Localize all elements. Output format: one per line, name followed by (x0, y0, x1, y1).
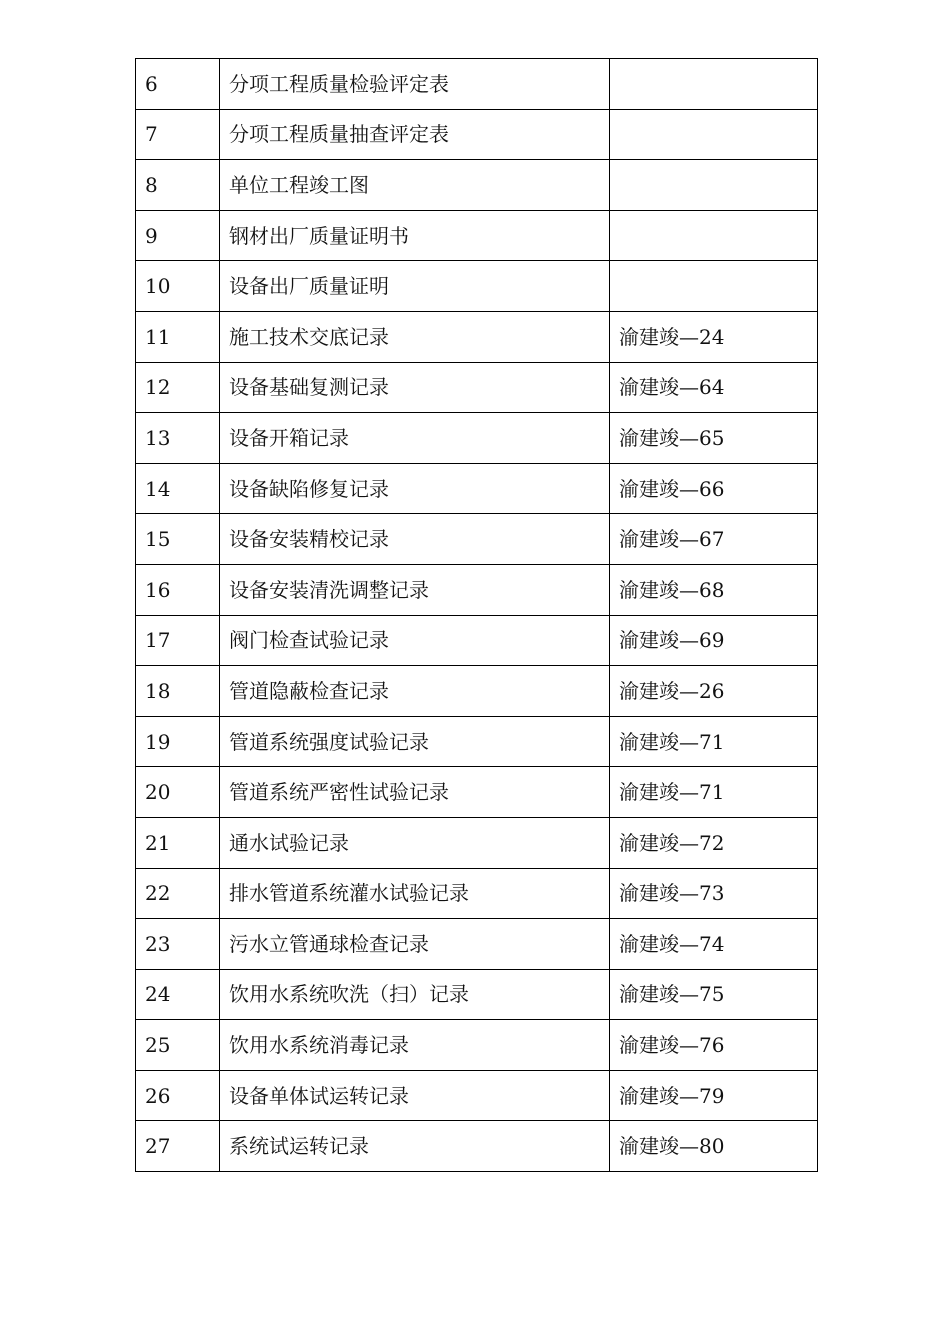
form-code-cell: 渝建竣—66 (610, 463, 818, 514)
table-row (136, 817, 818, 868)
form-code-cell: 渝建竣—74 (610, 919, 818, 970)
record-name-cell: 排水管道系统灌水试验记录 (220, 868, 610, 919)
records-table-body (136, 59, 818, 1172)
form-code-cell: 渝建竣—79 (610, 1070, 818, 1121)
row-number-cell: 22 (136, 868, 220, 919)
form-code-cell: 渝建竣—65 (610, 413, 818, 464)
form-code-cell: 渝建竣—71 (610, 767, 818, 818)
table-row (136, 868, 818, 919)
table-row (136, 463, 818, 514)
table-row (136, 160, 818, 211)
form-code-cell (610, 109, 818, 160)
form-code-cell: 渝建竣—75 (610, 969, 818, 1020)
form-code-cell: 渝建竣—76 (610, 1020, 818, 1071)
table-row (136, 109, 818, 160)
table-row (136, 261, 818, 312)
form-code-cell (610, 160, 818, 211)
record-name-cell: 饮用水系统消毒记录 (220, 1020, 610, 1071)
row-number-cell: 19 (136, 716, 220, 767)
form-code-cell: 渝建竣—72 (610, 817, 818, 868)
record-name-cell: 施工技术交底记录 (220, 311, 610, 362)
row-number-cell: 8 (136, 160, 220, 211)
row-number-cell: 6 (136, 59, 220, 110)
record-name-cell: 分项工程质量抽查评定表 (220, 109, 610, 160)
row-number-cell: 27 (136, 1121, 220, 1172)
row-number-cell: 10 (136, 261, 220, 312)
form-code-cell: 渝建竣—64 (610, 362, 818, 413)
table-row (136, 1121, 818, 1172)
row-number-cell: 23 (136, 919, 220, 970)
record-name-cell: 设备安装精校记录 (220, 514, 610, 565)
record-name-cell: 管道系统严密性试验记录 (220, 767, 610, 818)
row-number-cell: 17 (136, 615, 220, 666)
form-code-cell: 渝建竣—24 (610, 311, 818, 362)
table-row (136, 767, 818, 818)
row-number-cell: 7 (136, 109, 220, 160)
row-number-cell: 11 (136, 311, 220, 362)
table-row (136, 564, 818, 615)
table-row (136, 615, 818, 666)
record-name-cell: 设备开箱记录 (220, 413, 610, 464)
row-number-cell: 21 (136, 817, 220, 868)
form-code-cell (610, 59, 818, 110)
form-code-cell: 渝建竣—73 (610, 868, 818, 919)
table-row (136, 1070, 818, 1121)
record-name-cell: 设备安装清洗调整记录 (220, 564, 610, 615)
row-number-cell: 26 (136, 1070, 220, 1121)
row-number-cell: 12 (136, 362, 220, 413)
record-name-cell: 系统试运转记录 (220, 1121, 610, 1172)
record-name-cell: 单位工程竣工图 (220, 160, 610, 211)
record-name-cell: 管道系统强度试验记录 (220, 716, 610, 767)
row-number-cell: 18 (136, 666, 220, 717)
form-code-cell: 渝建竣—26 (610, 666, 818, 717)
row-number-cell: 15 (136, 514, 220, 565)
table-row (136, 59, 818, 110)
record-name-cell: 管道隐蔽检查记录 (220, 666, 610, 717)
records-table (135, 58, 818, 1172)
form-code-cell: 渝建竣—71 (610, 716, 818, 767)
record-name-cell: 设备缺陷修复记录 (220, 463, 610, 514)
row-number-cell: 24 (136, 969, 220, 1020)
row-number-cell: 25 (136, 1020, 220, 1071)
record-name-cell: 分项工程质量检验评定表 (220, 59, 610, 110)
form-code-cell: 渝建竣—80 (610, 1121, 818, 1172)
table-row (136, 514, 818, 565)
record-name-cell: 设备单体试运转记录 (220, 1070, 610, 1121)
table-row (136, 969, 818, 1020)
table-row (136, 413, 818, 464)
record-name-cell: 饮用水系统吹洗（扫）记录 (220, 969, 610, 1020)
record-name-cell: 设备出厂质量证明 (220, 261, 610, 312)
record-name-cell: 阀门检查试验记录 (220, 615, 610, 666)
form-code-cell (610, 210, 818, 261)
row-number-cell: 16 (136, 564, 220, 615)
row-number-cell: 13 (136, 413, 220, 464)
table-row (136, 362, 818, 413)
form-code-cell: 渝建竣—69 (610, 615, 818, 666)
record-name-cell: 钢材出厂质量证明书 (220, 210, 610, 261)
record-name-cell: 通水试验记录 (220, 817, 610, 868)
table-row (136, 716, 818, 767)
table-row (136, 210, 818, 261)
row-number-cell: 14 (136, 463, 220, 514)
table-row (136, 311, 818, 362)
form-code-cell: 渝建竣—68 (610, 564, 818, 615)
table-row (136, 919, 818, 970)
form-code-cell: 渝建竣—67 (610, 514, 818, 565)
form-code-cell (610, 261, 818, 312)
table-row (136, 666, 818, 717)
record-name-cell: 设备基础复测记录 (220, 362, 610, 413)
table-row (136, 1020, 818, 1071)
record-name-cell: 污水立管通球检查记录 (220, 919, 610, 970)
row-number-cell: 9 (136, 210, 220, 261)
row-number-cell: 20 (136, 767, 220, 818)
